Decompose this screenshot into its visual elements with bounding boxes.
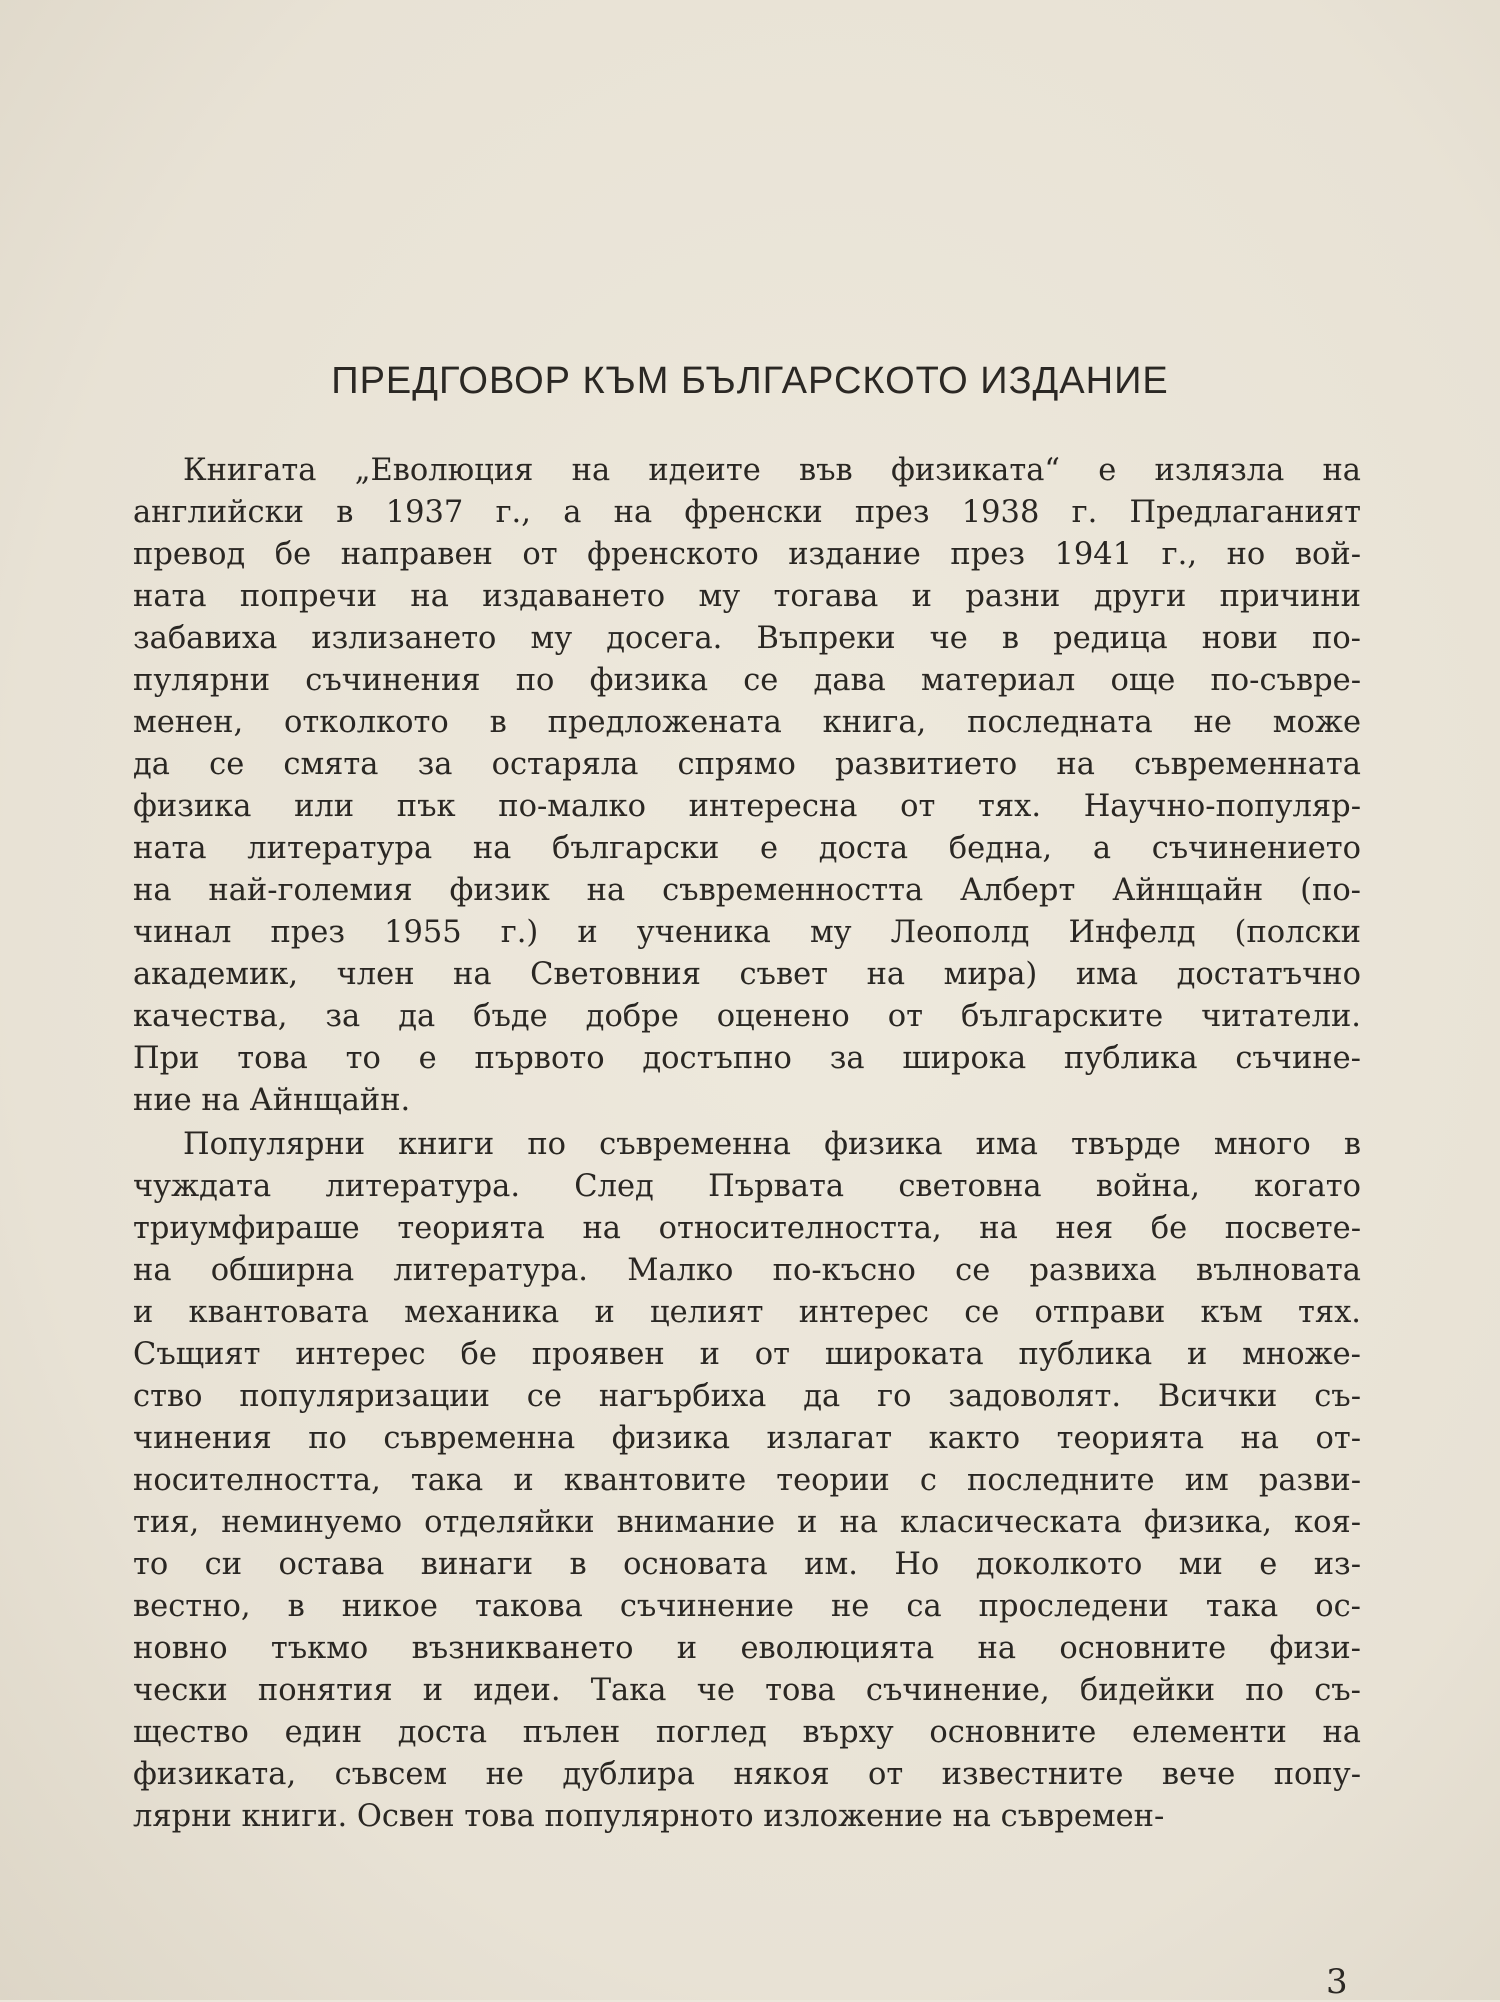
text-line: менен, отколкото в предложената книга, последната не може — [133, 705, 1361, 740]
text-line: новно тъкмо възникването и еволюцията на основните физи- — [133, 1631, 1361, 1666]
text-line: ство популяризации се нагърбиха да го задоволят. Всички съ- — [133, 1379, 1361, 1414]
text-line: физика или пък по-малко интересна от тях. Научно-популяр- — [133, 789, 1361, 824]
text-line: Популярни книги по съвременна физика има твърде много в — [183, 1127, 1361, 1162]
body-text — [133, 450, 1361, 1838]
text-line: триумфираше теорията на относителността, на нея бе посвете- — [133, 1211, 1361, 1246]
text-line: превод бе направен от френското издание през 1941 г., но вой- — [133, 537, 1361, 572]
text-line: ната попречи на издаването му тогава и разни други причини — [133, 579, 1361, 614]
text-line: академик, член на Световния съвет на мира) има достатъчно — [133, 957, 1361, 992]
text-line: тия, неминуемо отделяйки внимание и на класическата физика, коя- — [133, 1505, 1361, 1540]
text-line: чинения по съвременна физика излагат както теорията на от- — [133, 1421, 1361, 1456]
text-line: чески понятия и идеи. Така че това съчинение, бидейки по съ- — [133, 1673, 1361, 1708]
text-line: носителността, така и квантовите теории с последните им разви- — [133, 1463, 1361, 1498]
page-heading: ПРЕДГОВОР КЪМ БЪЛГАРСКОТО ИЗДАНИЕ — [331, 360, 1169, 402]
text-line: вестно, в никое такова съчинение не са проследени така ос- — [133, 1589, 1361, 1624]
text-line: качества, за да бъде добре оценено от българските читатели. — [133, 999, 1361, 1034]
paragraph-1 — [133, 450, 1361, 1122]
text-line: лярни книги. Освен това популярното изложение на съвремен- — [133, 1799, 1165, 1834]
text-line: на най-големия физик на съвременността Алберт Айнщайн (по- — [133, 873, 1361, 908]
text-line: то си остава винаги в основата им. Но доколкото ми е из- — [133, 1547, 1361, 1582]
text-line: английски в 1937 г., а на френски през 1938 г. Предлаганият — [133, 495, 1361, 530]
text-line: пулярни съчинения по физика се дава материал още по-съвре- — [133, 663, 1361, 698]
text-line: чуждата литература. След Първата световна война, когато — [133, 1169, 1361, 1204]
text-line: Същият интерес бе проявен и от широката публика и множе- — [133, 1337, 1361, 1372]
text-line: да се смята за остаряла спрямо развитието на съвременната — [133, 747, 1361, 782]
text-line: При това то е първото достъпно за широка публика съчине- — [133, 1041, 1361, 1076]
text-line: Книгата „Еволюция на идеите във физиката“ е излязла на — [183, 453, 1361, 488]
page-number: 3 — [1326, 1962, 1348, 2002]
text-line: щество един доста пълен поглед върху основните елементи на — [133, 1715, 1361, 1750]
text-line: на обширна литература. Малко по-късно се развиха вълновата — [133, 1253, 1361, 1288]
text-line: забавиха излизането му досега. Въпреки че в редица нови по- — [133, 621, 1361, 656]
text-line: и квантовата механика и целият интерес се отправи към тях. — [133, 1295, 1361, 1330]
paragraph-2 — [133, 1124, 1361, 1838]
text-line: ната литература на български е доста бедна, а съчинението — [133, 831, 1361, 866]
text-line: физиката, съвсем не дублира някоя от известните вече попу- — [133, 1757, 1361, 1792]
text-line: ние на Айнщайн. — [133, 1083, 411, 1118]
text-line: чинал през 1955 г.) и ученика му Леополд Инфелд (полски — [133, 915, 1361, 950]
